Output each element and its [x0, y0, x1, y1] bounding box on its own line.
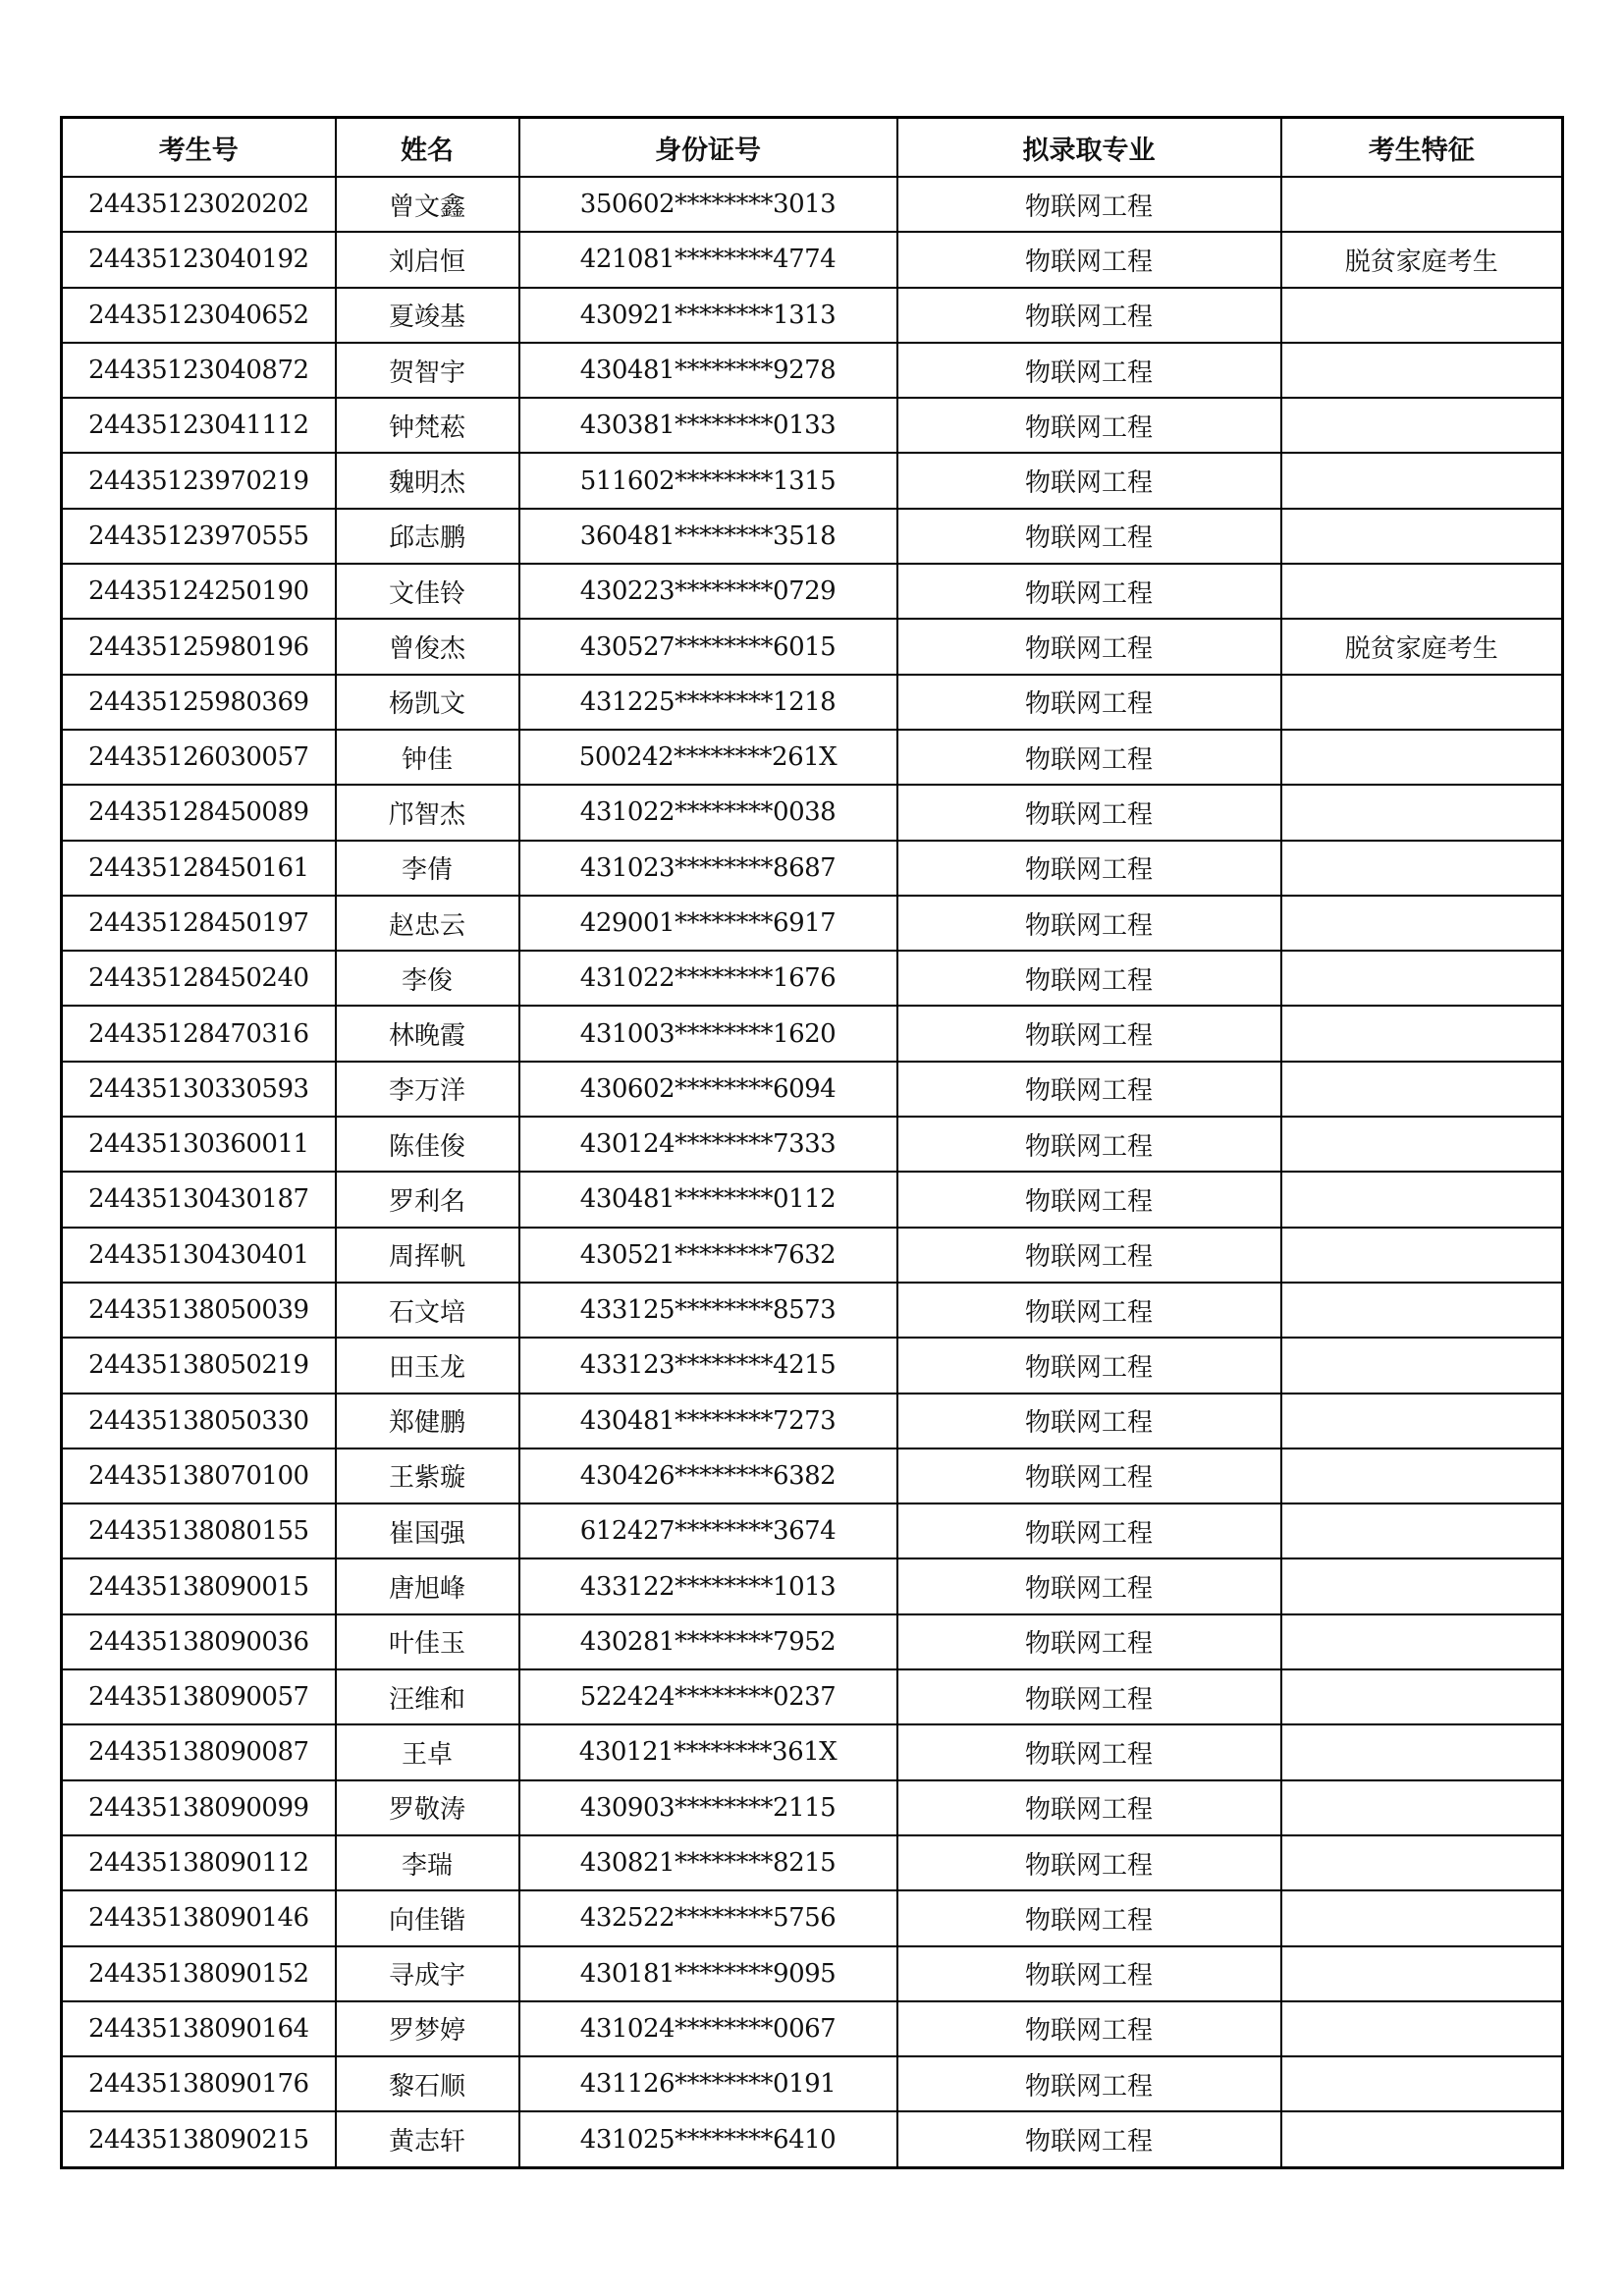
major-cell: 物联网工程 [897, 1228, 1281, 1283]
major-cell: 物联网工程 [897, 1890, 1281, 1945]
feature-cell [1281, 1006, 1563, 1061]
name-cell: 向佳锴 [336, 1890, 519, 1945]
table-row [62, 1449, 1563, 1503]
exam-number-cell: 24435138050330 [62, 1394, 336, 1449]
id-card-cell: 430481********9278 [519, 343, 897, 398]
exam-number-cell: 24435138090164 [62, 2001, 336, 2056]
header-exam-number: 考生号 [62, 118, 336, 178]
major-cell: 物联网工程 [897, 1835, 1281, 1890]
id-card-cell: 612427********3674 [519, 1503, 897, 1558]
id-card-cell: 431025********6410 [519, 2111, 897, 2167]
name-cell: 钟佳 [336, 730, 519, 785]
major-cell: 物联网工程 [897, 951, 1281, 1006]
major-cell: 物联网工程 [897, 675, 1281, 730]
name-cell: 贺智宇 [336, 343, 519, 398]
table-row [62, 1062, 1563, 1117]
name-cell: 李万洋 [336, 1062, 519, 1117]
major-cell: 物联网工程 [897, 564, 1281, 619]
table-row [62, 1780, 1563, 1835]
id-card-cell: 429001********6917 [519, 896, 897, 951]
table-row [62, 232, 1563, 287]
feature-cell [1281, 1890, 1563, 1945]
name-cell: 唐旭峰 [336, 1558, 519, 1613]
feature-cell [1281, 730, 1563, 785]
exam-number-cell: 24435126030057 [62, 730, 336, 785]
exam-number-cell: 24435128450089 [62, 785, 336, 840]
feature-cell [1281, 1062, 1563, 1117]
exam-number-cell: 24435125980196 [62, 619, 336, 674]
id-card-cell: 430821********8215 [519, 1835, 897, 1890]
major-cell: 物联网工程 [897, 177, 1281, 232]
exam-number-cell: 24435138090146 [62, 1890, 336, 1945]
table-row [62, 288, 1563, 343]
exam-number-cell: 24435123041112 [62, 398, 336, 453]
name-cell: 李瑞 [336, 1835, 519, 1890]
id-card-cell: 430602********6094 [519, 1062, 897, 1117]
feature-cell [1281, 1503, 1563, 1558]
table-row [62, 2001, 1563, 2056]
exam-number-cell: 24435128450240 [62, 951, 336, 1006]
feature-cell [1281, 1780, 1563, 1835]
major-cell: 物联网工程 [897, 841, 1281, 896]
id-card-cell: 430481********0112 [519, 1172, 897, 1227]
exam-number-cell: 24435138090112 [62, 1835, 336, 1890]
name-cell: 黄志轩 [336, 2111, 519, 2167]
exam-number-cell: 24435128450161 [62, 841, 336, 896]
major-cell: 物联网工程 [897, 1780, 1281, 1835]
name-cell: 夏竣基 [336, 288, 519, 343]
name-cell: 田玉龙 [336, 1338, 519, 1393]
header-id-card: 身份证号 [519, 118, 897, 178]
table-row [62, 1669, 1563, 1724]
name-cell: 林晚霞 [336, 1006, 519, 1061]
feature-cell [1281, 509, 1563, 564]
name-cell: 石文培 [336, 1283, 519, 1338]
major-cell: 物联网工程 [897, 1558, 1281, 1613]
feature-cell [1281, 841, 1563, 896]
feature-cell [1281, 177, 1563, 232]
name-cell: 黎石顺 [336, 2056, 519, 2111]
major-cell: 物联网工程 [897, 896, 1281, 951]
major-cell: 物联网工程 [897, 785, 1281, 840]
table-row [62, 1724, 1563, 1779]
major-cell: 物联网工程 [897, 1172, 1281, 1227]
exam-number-cell: 24435138090099 [62, 1780, 336, 1835]
major-cell: 物联网工程 [897, 288, 1281, 343]
exam-number-cell: 24435138070100 [62, 1449, 336, 1503]
name-cell: 曾文鑫 [336, 177, 519, 232]
id-card-cell: 360481********3518 [519, 509, 897, 564]
feature-cell [1281, 1117, 1563, 1172]
exam-number-cell: 24435130430187 [62, 1172, 336, 1227]
exam-number-cell: 24435128470316 [62, 1006, 336, 1061]
name-cell: 魏明杰 [336, 453, 519, 508]
admission-list-page [60, 116, 1564, 2169]
id-card-cell: 431022********0038 [519, 785, 897, 840]
table-header-row [62, 118, 1563, 178]
name-cell: 寻成宇 [336, 1946, 519, 2001]
major-cell: 物联网工程 [897, 453, 1281, 508]
exam-number-cell: 24435138090015 [62, 1558, 336, 1613]
table-row [62, 951, 1563, 1006]
name-cell: 陈佳俊 [336, 1117, 519, 1172]
feature-cell [1281, 1172, 1563, 1227]
id-card-cell: 430527********6015 [519, 619, 897, 674]
table-row [62, 1946, 1563, 2001]
major-cell: 物联网工程 [897, 1503, 1281, 1558]
name-cell: 李俊 [336, 951, 519, 1006]
major-cell: 物联网工程 [897, 1394, 1281, 1449]
id-card-cell: 431022********1676 [519, 951, 897, 1006]
name-cell: 崔国强 [336, 1503, 519, 1558]
feature-cell [1281, 785, 1563, 840]
table-row [62, 1338, 1563, 1393]
table-row [62, 1835, 1563, 1890]
id-card-cell: 430481********7273 [519, 1394, 897, 1449]
major-cell: 物联网工程 [897, 232, 1281, 287]
name-cell: 赵忠云 [336, 896, 519, 951]
feature-cell [1281, 1946, 1563, 2001]
table-row [62, 1503, 1563, 1558]
feature-cell [1281, 453, 1563, 508]
id-card-cell: 430426********6382 [519, 1449, 897, 1503]
table-row [62, 896, 1563, 951]
major-cell: 物联网工程 [897, 343, 1281, 398]
feature-cell [1281, 1835, 1563, 1890]
exam-number-cell: 24435123970219 [62, 453, 336, 508]
table-row [62, 177, 1563, 232]
name-cell: 罗敬涛 [336, 1780, 519, 1835]
id-card-cell: 522424********0237 [519, 1669, 897, 1724]
major-cell: 物联网工程 [897, 619, 1281, 674]
exam-number-cell: 24435123040192 [62, 232, 336, 287]
major-cell: 物联网工程 [897, 2001, 1281, 2056]
id-card-cell: 430121********361X [519, 1724, 897, 1779]
id-card-cell: 431003********1620 [519, 1006, 897, 1061]
major-cell: 物联网工程 [897, 1117, 1281, 1172]
id-card-cell: 511602********1315 [519, 453, 897, 508]
exam-number-cell: 24435138050219 [62, 1338, 336, 1393]
name-cell: 曾俊杰 [336, 619, 519, 674]
name-cell: 周挥帆 [336, 1228, 519, 1283]
table-row [62, 453, 1563, 508]
exam-number-cell: 24435138090215 [62, 2111, 336, 2167]
id-card-cell: 431225********1218 [519, 675, 897, 730]
name-cell: 钟梵菘 [336, 398, 519, 453]
feature-cell [1281, 1724, 1563, 1779]
exam-number-cell: 24435138090176 [62, 2056, 336, 2111]
name-cell: 王紫璇 [336, 1449, 519, 1503]
feature-cell [1281, 564, 1563, 619]
major-cell: 物联网工程 [897, 1338, 1281, 1393]
feature-cell [1281, 2111, 1563, 2167]
table-row [62, 509, 1563, 564]
major-cell: 物联网工程 [897, 1614, 1281, 1669]
id-card-cell: 430903********2115 [519, 1780, 897, 1835]
name-cell: 罗利名 [336, 1172, 519, 1227]
exam-number-cell: 24435124250190 [62, 564, 336, 619]
id-card-cell: 432522********5756 [519, 1890, 897, 1945]
id-card-cell: 430223********0729 [519, 564, 897, 619]
feature-cell [1281, 398, 1563, 453]
exam-number-cell: 24435138080155 [62, 1503, 336, 1558]
exam-number-cell: 24435128450197 [62, 896, 336, 951]
feature-cell [1281, 675, 1563, 730]
table-row [62, 1394, 1563, 1449]
table-row [62, 1614, 1563, 1669]
id-card-cell: 431023********8687 [519, 841, 897, 896]
feature-cell [1281, 951, 1563, 1006]
id-card-cell: 430281********7952 [519, 1614, 897, 1669]
header-major: 拟录取专业 [897, 118, 1281, 178]
id-card-cell: 430921********1313 [519, 288, 897, 343]
name-cell: 李倩 [336, 841, 519, 896]
table-row [62, 841, 1563, 896]
feature-cell: 脱贫家庭考生 [1281, 619, 1563, 674]
table-row [62, 1117, 1563, 1172]
major-cell: 物联网工程 [897, 1006, 1281, 1061]
table-body [62, 177, 1563, 2167]
table-row [62, 2111, 1563, 2167]
exam-number-cell: 24435123040652 [62, 288, 336, 343]
major-cell: 物联网工程 [897, 2056, 1281, 2111]
name-cell: 邝智杰 [336, 785, 519, 840]
table-row [62, 785, 1563, 840]
exam-number-cell: 24435138090152 [62, 1946, 336, 2001]
feature-cell [1281, 896, 1563, 951]
exam-number-cell: 24435130430401 [62, 1228, 336, 1283]
table-row [62, 2056, 1563, 2111]
id-card-cell: 433125********8573 [519, 1283, 897, 1338]
major-cell: 物联网工程 [897, 2111, 1281, 2167]
feature-cell [1281, 343, 1563, 398]
feature-cell [1281, 1614, 1563, 1669]
table-row [62, 1172, 1563, 1227]
table-row [62, 675, 1563, 730]
name-cell: 郑健鹏 [336, 1394, 519, 1449]
major-cell: 物联网工程 [897, 1283, 1281, 1338]
feature-cell [1281, 1394, 1563, 1449]
id-card-cell: 433123********4215 [519, 1338, 897, 1393]
feature-cell [1281, 288, 1563, 343]
id-card-cell: 430181********9095 [519, 1946, 897, 2001]
table-row [62, 730, 1563, 785]
major-cell: 物联网工程 [897, 398, 1281, 453]
table-row [62, 398, 1563, 453]
feature-cell [1281, 1449, 1563, 1503]
major-cell: 物联网工程 [897, 1449, 1281, 1503]
feature-cell [1281, 1558, 1563, 1613]
exam-number-cell: 24435125980369 [62, 675, 336, 730]
table-row [62, 1283, 1563, 1338]
feature-cell [1281, 1669, 1563, 1724]
major-cell: 物联网工程 [897, 1669, 1281, 1724]
name-cell: 王卓 [336, 1724, 519, 1779]
feature-cell [1281, 1228, 1563, 1283]
id-card-cell: 431024********0067 [519, 2001, 897, 2056]
id-card-cell: 500242********261X [519, 730, 897, 785]
admission-table [60, 116, 1564, 2169]
table-row [62, 564, 1563, 619]
header-name: 姓名 [336, 118, 519, 178]
name-cell: 刘启恒 [336, 232, 519, 287]
id-card-cell: 421081********4774 [519, 232, 897, 287]
id-card-cell: 430124********7333 [519, 1117, 897, 1172]
exam-number-cell: 24435123970555 [62, 509, 336, 564]
major-cell: 物联网工程 [897, 1724, 1281, 1779]
table-row [62, 1228, 1563, 1283]
major-cell: 物联网工程 [897, 730, 1281, 785]
name-cell: 汪维和 [336, 1669, 519, 1724]
id-card-cell: 431126********0191 [519, 2056, 897, 2111]
exam-number-cell: 24435138050039 [62, 1283, 336, 1338]
feature-cell: 脱贫家庭考生 [1281, 232, 1563, 287]
major-cell: 物联网工程 [897, 1062, 1281, 1117]
major-cell: 物联网工程 [897, 1946, 1281, 2001]
exam-number-cell: 24435130330593 [62, 1062, 336, 1117]
table-row [62, 1558, 1563, 1613]
name-cell: 邱志鹏 [336, 509, 519, 564]
feature-cell [1281, 2056, 1563, 2111]
id-card-cell: 430521********7632 [519, 1228, 897, 1283]
name-cell: 文佳铃 [336, 564, 519, 619]
id-card-cell: 430381********0133 [519, 398, 897, 453]
major-cell: 物联网工程 [897, 509, 1281, 564]
table-row [62, 343, 1563, 398]
table-row [62, 1890, 1563, 1945]
exam-number-cell: 24435123040872 [62, 343, 336, 398]
feature-cell [1281, 1338, 1563, 1393]
feature-cell [1281, 1283, 1563, 1338]
name-cell: 杨凯文 [336, 675, 519, 730]
table-row [62, 1006, 1563, 1061]
exam-number-cell: 24435138090087 [62, 1724, 336, 1779]
exam-number-cell: 24435138090036 [62, 1614, 336, 1669]
name-cell: 罗梦婷 [336, 2001, 519, 2056]
feature-cell [1281, 2001, 1563, 2056]
id-card-cell: 350602********3013 [519, 177, 897, 232]
header-feature: 考生特征 [1281, 118, 1563, 178]
name-cell: 叶佳玉 [336, 1614, 519, 1669]
id-card-cell: 433122********1013 [519, 1558, 897, 1613]
exam-number-cell: 24435123020202 [62, 177, 336, 232]
table-row [62, 619, 1563, 674]
exam-number-cell: 24435138090057 [62, 1669, 336, 1724]
exam-number-cell: 24435130360011 [62, 1117, 336, 1172]
